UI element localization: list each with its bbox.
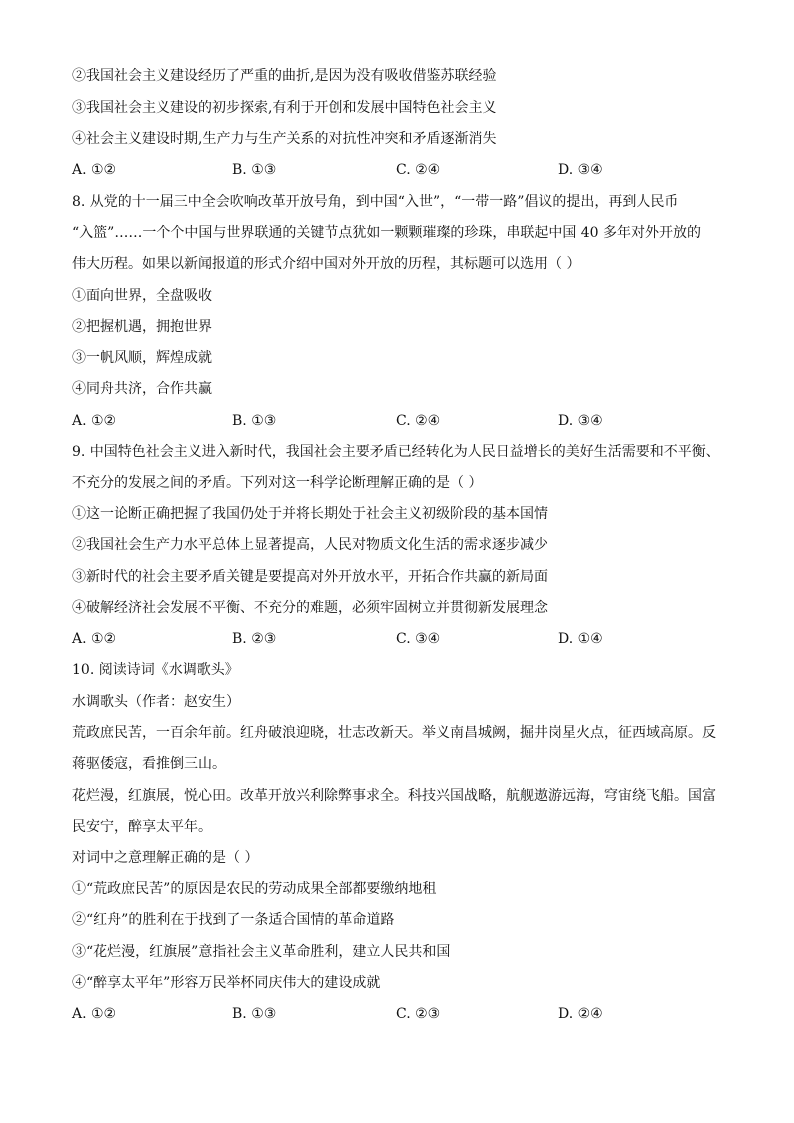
q9-options [72, 629, 722, 649]
q10-question: 对词中之意理解正确的是（ ） [72, 850, 259, 866]
q8-stem-line-2: “入篮”……一个个中国与世界联通的关键节点犹如一颗颗璀璨的珍珠，串联起中国 40 多年对外开放的 [72, 225, 702, 241]
q10-option-c[interactable]: C. ②③ [396, 1006, 441, 1022]
q8-statement-4: ④同舟共济，合作共赢 [72, 381, 212, 397]
q8-option-b[interactable]: B. ①③ [232, 413, 277, 429]
q10-statement-2: ②“红舟”的胜利在于找到了一条适合国情的革命道路 [72, 912, 395, 928]
q7-statement-4: ④社会主义建设时期,生产力与生产关系的对抗性冲突和矛盾逐渐消失 [72, 131, 497, 147]
q7-option-b[interactable]: B. ①③ [232, 162, 277, 178]
q8-options [72, 411, 722, 431]
q7-option-a[interactable]: A. ①② [72, 162, 117, 178]
q10-option-b[interactable]: B. ①③ [232, 1006, 277, 1022]
q8-statement-2: ②把握机遇，拥抱世界 [72, 319, 212, 335]
q8-stem-line-1: 8. 从党的十一届三中全会吹响改革开放号角，到中国“入世”，“一带一路”倡议的提出，再到人民币 [72, 194, 679, 210]
q10-poem-line-3: 花烂漫，红旗展，悦心田。改革开放兴利除弊事求全。科技兴国战略，航舰遨游远海，穹宙绕飞船。国富 [72, 788, 716, 804]
q10-stem: 10. 阅读诗词《水调歌头》 [72, 662, 239, 678]
q9-stem-line-2: 不充分的发展之间的矛盾。下列对这一科学论断理解正确的是（ ） [72, 475, 483, 491]
q10-poem-line-4: 民安宁，醉享太平年。 [72, 819, 212, 835]
q7-statement-3: ③我国社会主义建设的初步探索,有利于开创和发展中国特色社会主义 [72, 100, 497, 116]
q7-option-c[interactable]: C. ②④ [396, 162, 441, 178]
q9-option-a[interactable]: A. ①② [72, 631, 117, 647]
q10-statement-1: ①“荒政庶民苦”的原因是农民的劳动成果全部都要缴纳地租 [72, 881, 437, 897]
q7-options [72, 160, 722, 180]
q8-stem-line-3: 伟大历程。如果以新闻报道的形式介绍中国对外开放的历程，其标题可以选用（ ） [72, 256, 581, 272]
q7-statement-2: ②我国社会主义建设经历了严重的曲折,是因为没有吸收借鉴苏联经验 [72, 68, 497, 84]
q9-statement-3: ③新时代的社会主要矛盾关键是要提高对外开放水平，开拓合作共赢的新局面 [72, 569, 548, 585]
q7-option-d[interactable]: D. ③④ [558, 162, 603, 178]
q8-option-c[interactable]: C. ②④ [396, 413, 441, 429]
q10-statement-3: ③“花烂漫，红旗展”意指社会主义革命胜利，建立人民共和国 [72, 944, 451, 960]
q8-option-a[interactable]: A. ①② [72, 413, 117, 429]
q9-statement-2: ②我国社会生产力水平总体上显著提高，人民对物质文化生活的需求逐步减少 [72, 537, 548, 553]
q8-statement-1: ①面向世界，全盘吸收 [72, 288, 212, 304]
q9-statement-4: ④破解经济社会发展不平衡、不充分的难题，必须牢固树立并贯彻新发展理念 [72, 600, 548, 616]
q10-options [72, 1004, 722, 1024]
q10-poem-line-2: 蒋驱倭寇，看推倒三山。 [72, 756, 226, 772]
q10-poem-title: 水调歌头（作者：赵安生） [72, 694, 240, 710]
q10-option-a[interactable]: A. ①② [72, 1006, 117, 1022]
q9-option-d[interactable]: D. ①④ [558, 631, 603, 647]
q9-option-b[interactable]: B. ②③ [232, 631, 277, 647]
q10-poem-line-1: 荒政庶民苦，一百余年前。红舟破浪迎晓，壮志改新天。举义南昌城阙，掘井岗星火点，征西域高原。反 [72, 725, 716, 741]
q10-option-d[interactable]: D. ②④ [558, 1006, 603, 1022]
q8-option-d[interactable]: D. ③④ [558, 413, 603, 429]
q10-statement-4: ④“醉享太平年”形容万民举杯同庆伟大的建设成就 [72, 975, 381, 991]
q8-statement-3: ③一帆风顺，辉煌成就 [72, 350, 212, 366]
q9-option-c[interactable]: C. ③④ [396, 631, 441, 647]
q9-stem-line-1: 9. 中国特色社会主义进入新时代，我国社会主要矛盾已经转化为人民日益增长的美好生活需要和不平衡、 [72, 444, 720, 460]
q9-statement-1: ①这一论断正确把握了我国仍处于并将长期处于社会主义初级阶段的基本国情 [72, 506, 548, 522]
